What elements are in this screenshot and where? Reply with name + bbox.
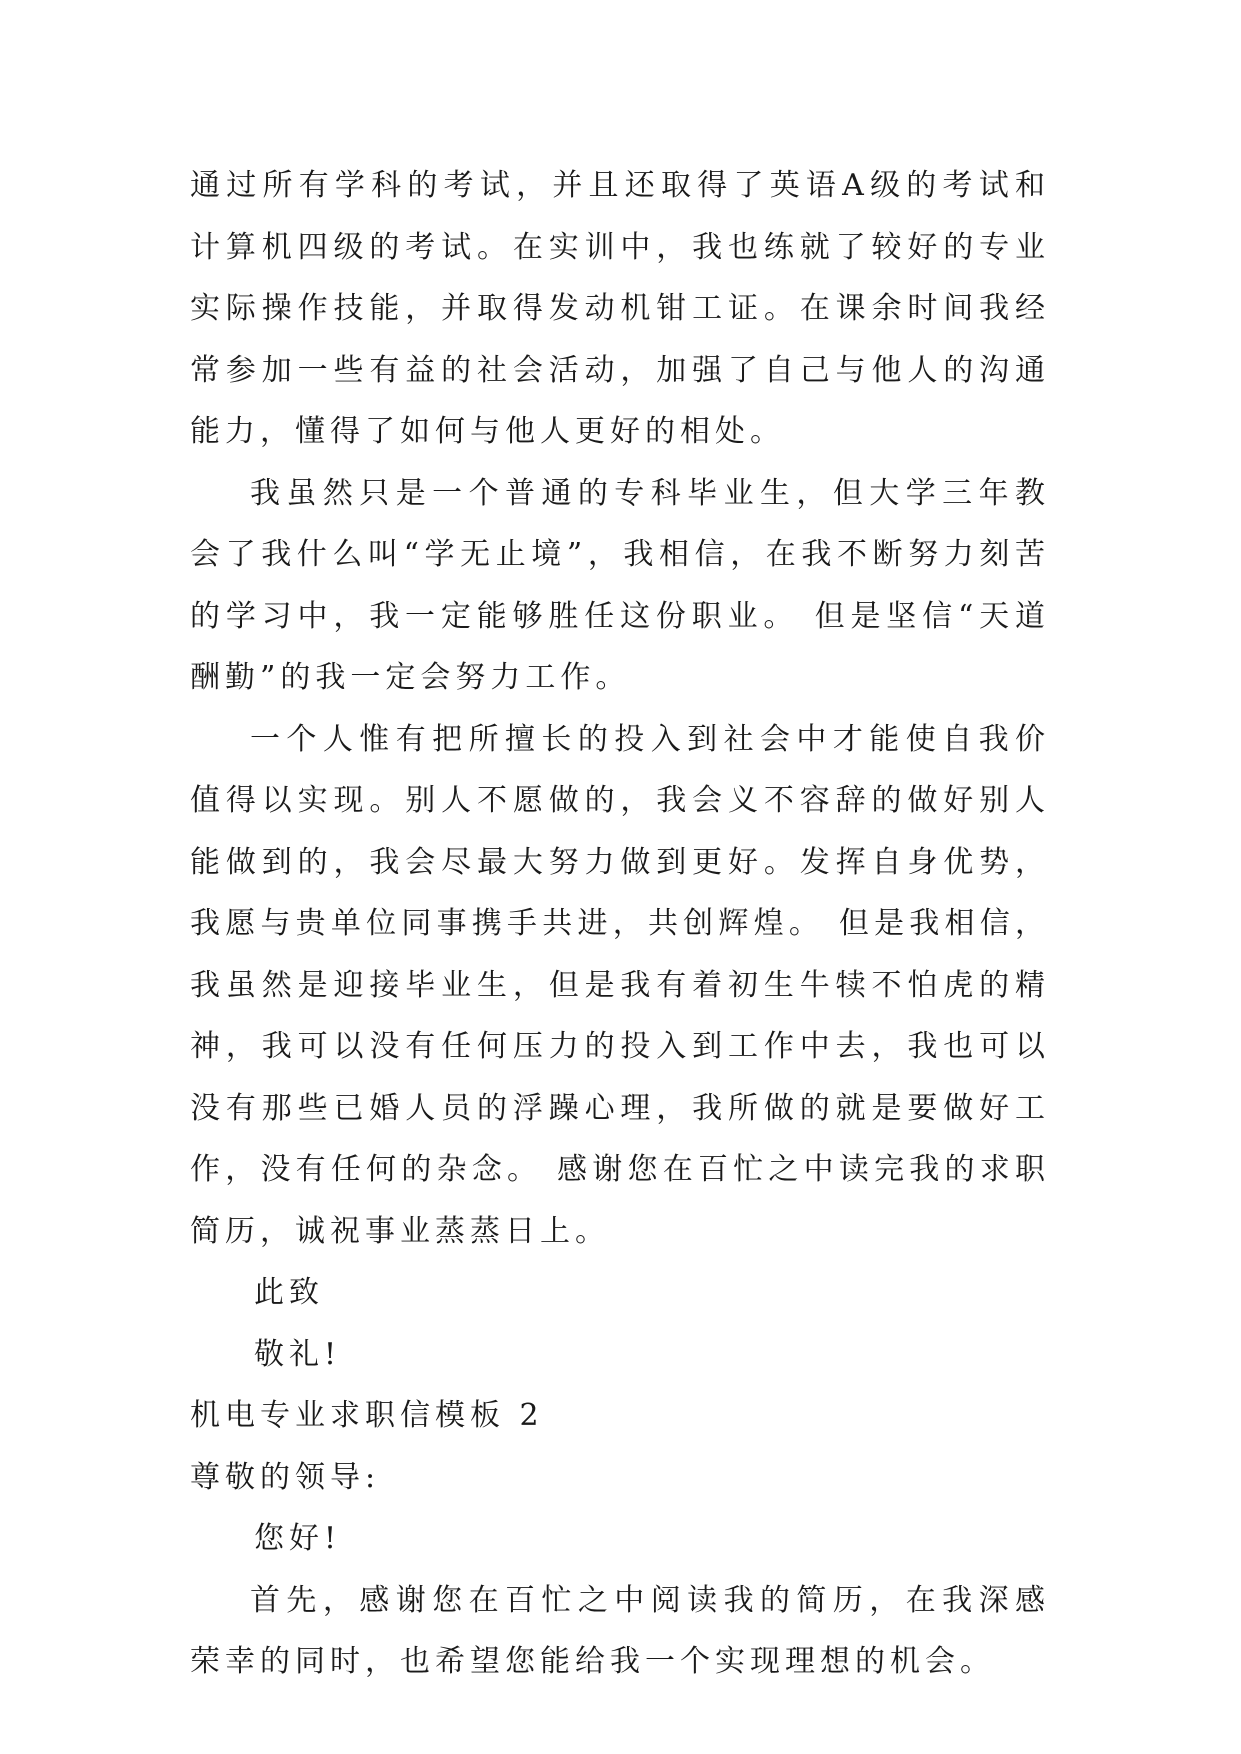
- document-body: [190, 155, 1050, 1693]
- salutation: 尊敬的领导:: [190, 1459, 381, 1495]
- greeting: 您好!: [254, 1521, 342, 1556]
- paragraph-3: 一个人惟有把所擅长的投入到社会中才能使自我价值得以实现。别人不愿做的，我会义不容辞的做好别人能做到的，我会尽最大努力做到更好。发挥自身优势，我愿与贵单位同事携手共进，共创辉煌。 但是我相信，我虽然是迎接毕业生，但是我有着初生牛犊不怕虎的精神，我可以没有任何压力的投入到工作中去，我也可以没有那些已婚人员的浮躁心理，我所做的就是要做好工作，没有任何的杂念。 感谢您在百忙之中读完我的求职简历，诚祝事业蒸蒸日上。: [190, 721, 1050, 1249]
- paragraph-1: 通过所有学科的考试，并且还取得了英语A级的考试和计算机四级的考试。在实训中，我也练就了较好的专业实际操作技能，并取得发动机钳工证。在课余时间我经常参加一些有益的社会活动，加强了自己与他人的沟通能力，懂得了如何与他人更好的相处。: [190, 168, 1050, 449]
- paragraph-4: 首先，感谢您在百忙之中阅读我的简历，在我深感荣幸的同时，也希望您能给我一个实现理想的机会。: [190, 1582, 1050, 1679]
- section-title: 机电专业求职信模板 2: [190, 1398, 544, 1433]
- closing-line-1: 此致: [254, 1275, 324, 1310]
- paragraph-2: 我虽然只是一个普通的专科毕业生，但大学三年教会了我什么叫“学无止境”，我相信，在我不断努力刻苦的学习中，我一定能够胜任这份职业。 但是坚信“天道酬勤”的我一定会努力工作。: [190, 475, 1050, 695]
- closing-line-2: 敬礼!: [254, 1336, 342, 1372]
